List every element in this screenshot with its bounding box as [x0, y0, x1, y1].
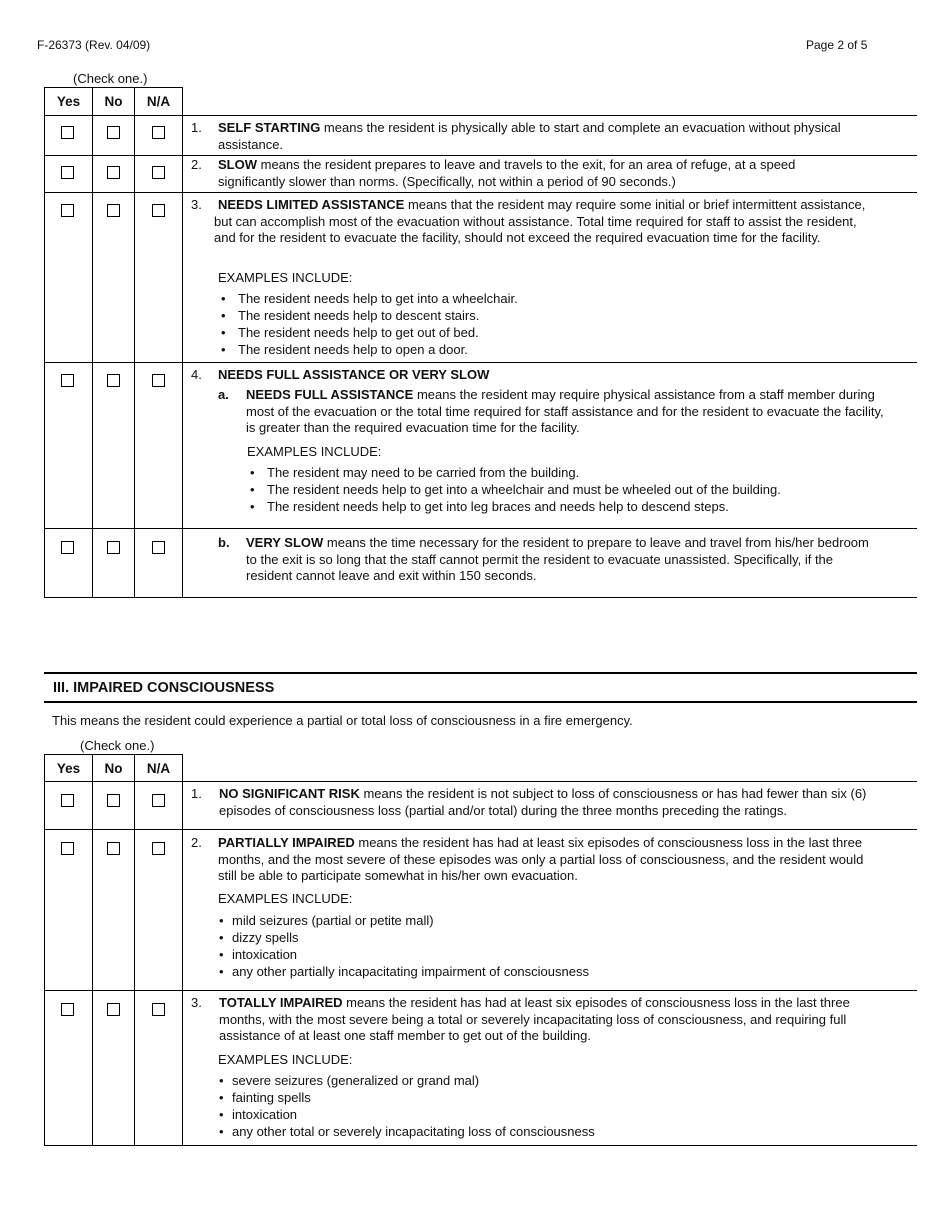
col-no-header: No [104, 761, 123, 776]
col-na-header: N/A [146, 761, 171, 776]
item-number: 4. [191, 367, 202, 382]
slow-na-checkbox[interactable] [152, 166, 165, 179]
full-assistance-examples [247, 464, 887, 515]
partially-impaired-na-checkbox[interactable] [152, 842, 165, 855]
header-top-rule [44, 87, 183, 88]
section-top-rule [44, 672, 917, 674]
no-significant-risk-yes-checkbox[interactable] [61, 794, 74, 807]
check-one-label: (Check one.) [80, 738, 155, 753]
totally-impaired-no-checkbox[interactable] [107, 1003, 120, 1016]
list-item: • The resident needs help to get into leg braces and needs help to descend steps. [247, 498, 887, 515]
header-top-rule [44, 754, 183, 755]
no-significant-risk-na-checkbox[interactable] [152, 794, 165, 807]
table1-col-line [44, 87, 45, 598]
list-item: • intoxication [219, 1106, 869, 1123]
partially-impaired-examples [219, 912, 869, 980]
self-starting-yes-checkbox[interactable] [61, 126, 74, 139]
table1-row-line [44, 115, 917, 116]
full-assistance-definition: NEEDS FULL ASSISTANCE means the resident may require physical assistance from a staff member during most of the evacuation or the total time required for staff assistance and for the resident to evacuate the facility, is greater than the required evacuation time for the facility. [246, 387, 884, 435]
table2-col-line [182, 754, 183, 1145]
list-item: • any other total or severely incapacitating loss of consciousness [219, 1123, 869, 1140]
full-assistance-na-checkbox[interactable] [152, 374, 165, 387]
totally-impaired-definition: TOTALLY IMPAIRED means the resident has had at least six episodes of consciousness loss in the last three months, with the most severe being a total or severely incapacitating loss of consciousness, and requiring full assistance of at least one staff member to get out of the building. [219, 995, 850, 1043]
table1-row-line [44, 192, 917, 193]
item-number: 1. [191, 120, 202, 135]
partially-impaired-yes-checkbox[interactable] [61, 842, 74, 855]
table2-col-line [92, 754, 93, 1145]
table2-col-line [44, 754, 45, 1145]
list-item: • any other partially incapacitating impairment of consciousness [219, 963, 869, 980]
list-item: • dizzy spells [219, 929, 869, 946]
examples-label: EXAMPLES INCLUDE: [218, 1052, 353, 1067]
very-slow-definition: VERY SLOW means the time necessary for the resident to prepare to leave and travel from his/her bedroom to the exit is so long that the staff cannot permit the resident to evacuate unassisted. Specifically, if the resident cannot leave and exit within 150 seconds. [246, 535, 869, 583]
table1-row-line [44, 597, 917, 598]
list-item: • The resident needs help to get into a wheelchair. [218, 290, 868, 307]
limited-assistance-no-checkbox[interactable] [107, 204, 120, 217]
limited-assistance-definition: NEEDS LIMITED ASSISTANCE means that the resident may require some initial or brief intermittent assistance, but can accomplish most of the evacuation without assistance. Total time required for staff to assist the resident, and for the resident to evacuate the facility, should not exceed the required evacuation time for the facility. [214, 197, 866, 245]
section-bottom-rule [44, 701, 917, 703]
subitem-label: b. [218, 535, 230, 550]
subitem-label: a. [218, 387, 229, 402]
partially-impaired-definition: PARTIALLY IMPAIRED means the resident has had at least six episodes of consciousness loss in the last three months, and the most severe of these episodes was only a partial loss of consciousness, and the resident would still be able to participate somewhat in his/her own evacuation. [218, 835, 864, 883]
table2-row-line [44, 1145, 917, 1146]
list-item: • The resident may need to be carried from the building. [247, 464, 887, 481]
item-number: 2. [191, 835, 202, 850]
list-item: • fainting spells [219, 1089, 869, 1106]
item-number: 1. [191, 786, 202, 801]
table2-row-line [44, 990, 917, 991]
full-assistance-no-checkbox[interactable] [107, 374, 120, 387]
limited-assistance-na-checkbox[interactable] [152, 204, 165, 217]
slow-no-checkbox[interactable] [107, 166, 120, 179]
section-intro: This means the resident could experience a partial or total loss of consciousness in a fire emergency. [52, 713, 633, 728]
item-number: 2. [191, 157, 202, 172]
list-item: • severe seizures (generalized or grand mal) [219, 1072, 869, 1089]
page-number: Page 2 of 5 [806, 38, 868, 52]
table1-col-line [134, 87, 135, 598]
partially-impaired-no-checkbox[interactable] [107, 842, 120, 855]
col-yes-header: Yes [56, 94, 81, 109]
very-slow-no-checkbox[interactable] [107, 541, 120, 554]
section-title: III. IMPAIRED CONSCIOUSNESS [53, 680, 275, 696]
list-item: • mild seizures (partial or petite mall) [219, 912, 869, 929]
check-one-label: (Check one.) [73, 71, 148, 86]
table1-col-line [182, 87, 183, 598]
slow-yes-checkbox[interactable] [61, 166, 74, 179]
list-item: • intoxication [219, 946, 869, 963]
examples-label: EXAMPLES INCLUDE: [218, 270, 353, 285]
self-starting-na-checkbox[interactable] [152, 126, 165, 139]
list-item: • The resident needs help to open a door. [218, 341, 868, 358]
table1-row-line [44, 362, 917, 363]
examples-label: EXAMPLES INCLUDE: [247, 444, 382, 459]
examples-label: EXAMPLES INCLUDE: [218, 891, 353, 906]
very-slow-na-checkbox[interactable] [152, 541, 165, 554]
table1-col-line [92, 87, 93, 598]
form-id: F-26373 (Rev. 04/09) [37, 38, 151, 52]
self-starting-definition: SELF STARTING means the resident is physically able to start and complete an evacuation without physical assistance. [218, 120, 841, 152]
totally-impaired-na-checkbox[interactable] [152, 1003, 165, 1016]
table2-col-line [134, 754, 135, 1145]
col-na-header: N/A [146, 94, 171, 109]
col-yes-header: Yes [56, 761, 81, 776]
totally-impaired-examples [219, 1072, 869, 1140]
list-item: • The resident needs help to get into a wheelchair and must be wheeled out of the building. [247, 481, 887, 498]
table2-row-line [44, 829, 917, 830]
item-number: 3. [191, 197, 202, 212]
list-item: • The resident needs help to descent stairs. [218, 307, 868, 324]
table1-row-line [44, 155, 917, 156]
table1-row-line [44, 528, 917, 529]
col-no-header: No [104, 94, 123, 109]
slow-definition: SLOW means the resident prepares to leave and travels to the exit, for an area of refuge, at a speed significantly slower than norms. (Specifically, not within a period of 90 seconds.) [218, 157, 796, 189]
item-number: 3. [191, 995, 202, 1010]
no-significant-risk-definition: NO SIGNIFICANT RISK means the resident is not subject to loss of consciousness or has had fewer than six (6) episodes of consciousness loss (partial and/or total) during the three months preceding the ratings. [219, 786, 867, 818]
limited-assistance-yes-checkbox[interactable] [61, 204, 74, 217]
list-item: • The resident needs help to get out of bed. [218, 324, 868, 341]
totally-impaired-yes-checkbox[interactable] [61, 1003, 74, 1016]
very-slow-yes-checkbox[interactable] [61, 541, 74, 554]
table2-row-line [44, 781, 917, 782]
no-significant-risk-no-checkbox[interactable] [107, 794, 120, 807]
self-starting-no-checkbox[interactable] [107, 126, 120, 139]
full-assistance-yes-checkbox[interactable] [61, 374, 74, 387]
limited-assistance-examples [218, 290, 868, 358]
item4-title: NEEDS FULL ASSISTANCE OR VERY SLOW [218, 367, 490, 382]
